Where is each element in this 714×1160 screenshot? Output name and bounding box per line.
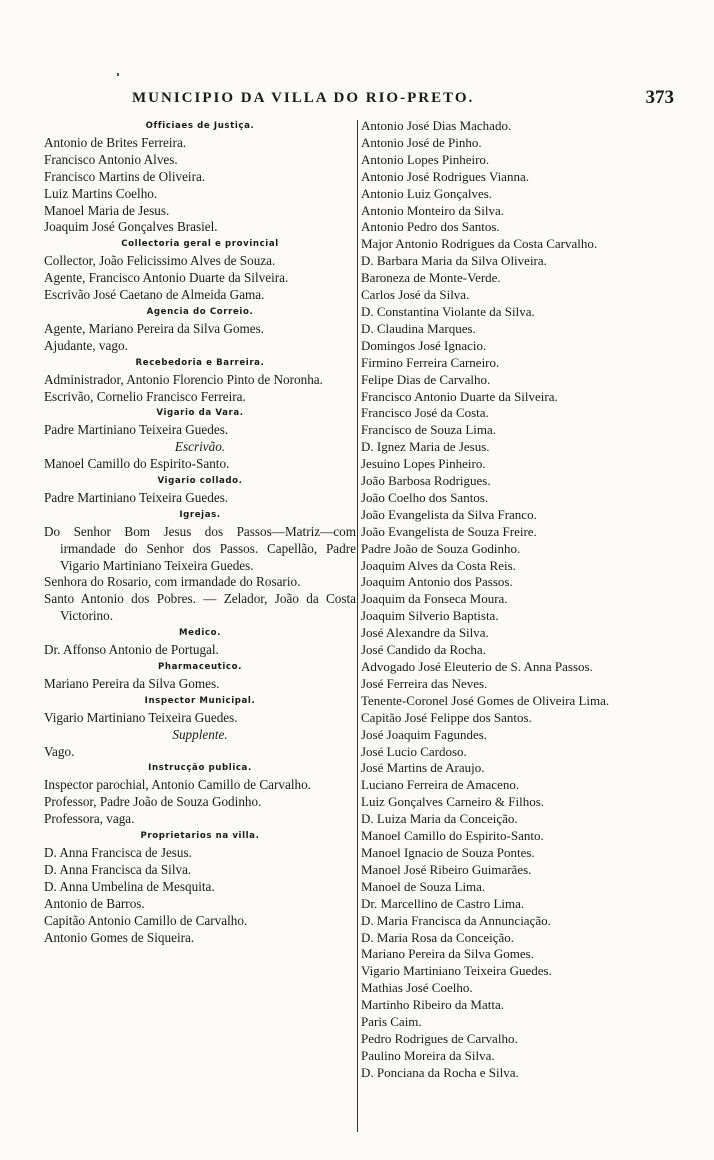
proprietor-entry: Antonio José Rodrigues Vianna. [361,168,529,184]
proprietor-entry: D. Claudina Marques. [361,320,476,336]
proprietor-entry: Joaquim Antonio dos Passos. [361,574,513,590]
print-mark [117,73,119,76]
proprietor-entry: Antonio Monteiro da Silva. [361,202,504,218]
proprietor-entry: Baroneza de Monte-Verde. [361,270,501,286]
proprietor-entry: José Martins de Araujo. [361,760,485,776]
proprietor-entry: D. Barbara Maria da Silva Oliveira. [361,253,547,269]
entry: Escrivão José Caetano de Almeida Gama. [44,287,265,303]
entry: Manoel Camillo do Espirito-Santo. [44,456,230,472]
proprietor-entry: José Candido da Rocha. [361,642,486,658]
entry: Dr. Affonso Antonio de Portugal. [44,642,219,658]
entry: Antonio de Barros. [44,895,145,911]
proprietor-entry: João Evangelista de Souza Freire. [361,523,537,539]
section-heading: Proprietarios na villa. [140,831,260,842]
entry: Joaquim José Gonçalves Brasiel. [44,219,218,235]
entry: Mariano Pereira da Silva Gomes. [44,675,220,691]
proprietor-entry: Capitão José Felippe dos Santos. [361,709,532,725]
proprietor-entry: Joaquim Alves da Costa Reis. [361,557,516,573]
entry: Francisco Martins de Oliveira. [44,168,206,184]
proprietor-entry: D. Ignez Maria de Jesus. [361,439,490,455]
proprietor-entry: Antonio José Dias Machado. [361,118,512,133]
proprietor-entry: Luciano Ferreira de Amaceno. [361,777,520,793]
proprietor-entry: Francisco de Souza Lima. [361,422,497,438]
proprietor-entry: Vigario Martiniano Teixeira Guedes. [361,963,552,979]
proprietor-entry: Antonio Lopes Pinheiro. [361,151,490,167]
entry: D. Anna Francisca da Silva. [44,861,192,877]
entry: Vago. [44,743,75,759]
proprietor-entry: Paris Caim. [361,1014,422,1030]
proprietor-entry: Firmino Ferreira Carneiro. [361,354,500,370]
entry: Padre Martiniano Teixeira Guedes. [44,422,229,438]
entry: Manoel Maria de Jesus. [44,202,170,218]
entry: Luiz Martins Coelho. [44,185,158,201]
proprietor-entry: D. Luiza Maria da Conceição. [361,811,518,827]
proprietor-entry: D. Maria Rosa da Conceição. [361,929,515,945]
proprietor-entry: Joaquim da Fonseca Moura. [361,591,508,607]
proprietor-entry: Jesuino Lopes Pinheiro. [361,456,486,472]
entry: Santo Antonio dos Pobres. — Zelador, João da Costa Victorino. [44,591,356,624]
entry: Escrivão, Cornelio Francisco Ferreira. [44,388,246,404]
entry: Padre Martiniano Teixeira Guedes. [44,489,229,505]
entry: Do Senhor Bom Jesus dos Passos—Matriz—com irmandade do Senhor dos Passos. Capellão, Padre Vigario Martiniano Teixeira Guedes. [44,523,356,573]
section-heading: Vigario collado. [157,476,243,487]
entry: Agente, Francisco Antonio Duarte da Silveira. [44,270,289,286]
entry: Antonio de Brites Ferreira. [44,134,187,150]
entry: Capitão Antonio Camillo de Carvalho. [44,912,248,928]
proprietor-entry: Joaquim Silverio Baptista. [361,608,499,624]
section-heading: Instrucção publica. [148,763,252,774]
proprietor-entry: Paulino Moreira da Silva. [361,1047,495,1063]
proprietor-entry: Padre João de Souza Godinho. [361,540,521,556]
left-column [44,118,356,946]
proprietor-entry: José Joaquim Fagundes. [361,726,488,742]
page-header [44,87,674,113]
section-heading: Recebedoria e Barreira. [135,357,265,368]
proprietor-entry: Antonio Pedro dos Santos. [361,219,500,235]
entry: Vigario Martiniano Teixeira Guedes. [44,709,238,725]
proprietor-entry: Mariano Pereira da Silva Gomes. [361,946,534,962]
proprietor-entry: Martinho Ribeiro da Matta. [361,997,504,1013]
proprietor-entry: Advogado José Eleuterio de S. Anna Passos. [361,659,593,674]
entry: Antonio Gomes de Siqueira. [44,929,195,945]
proprietor-entry: D. Constantina Violante da Silva. [361,303,535,319]
proprietor-entry: Francisco José da Costa. [361,405,489,421]
proprietor-entry: João Evangelista da Silva Franco. [361,506,537,522]
proprietor-entry: Felipe Dias de Carvalho. [361,371,491,387]
proprietor-entry: D. Ponciana da Rocha e Silva. [361,1064,519,1080]
proprietor-entry: Manoel Ignacio de Souza Pontes. [361,844,535,860]
column-divider [357,120,358,1132]
page-number: 373 [645,87,674,108]
proprietor-entry: Pedro Rodrigues de Carvalho. [361,1030,518,1046]
section-heading: Officiaes de Justiça. [145,121,255,131]
proprietor-entry: Manoel Camillo do Espirito-Santo. [361,828,544,844]
proprietor-entry: José Lucio Cardoso. [361,743,467,759]
section-heading: Pharmaceutico. [158,662,242,672]
proprietor-entry: Manoel de Souza Lima. [361,878,486,894]
entry: Collector, João Felicissimo Alves de Souza. [44,253,276,269]
page-title: MUNICIPIO DA VILLA DO RIO-PRETO. [132,90,475,106]
section-heading: Agencia do Correio. [146,306,254,317]
right-column [361,118,681,1082]
section-heading: Vigario da Vara. [156,408,244,419]
entry: Administrador, Antonio Florencio Pinto de Noronha. [44,371,323,387]
proprietor-entry: Tenente-Coronel José Gomes de Oliveira Lima. [361,692,610,708]
entry: Professora, vaga. [44,811,135,827]
entry: Inspector parochial, Antonio Camillo de Carvalho. [44,777,311,793]
proprietor-entry: Luiz Gonçalves Carneiro & Filhos. [361,794,545,810]
proprietor-entry: Domingos José Ignacio. [361,337,487,353]
section-subheading: Supplente. [172,726,228,742]
entry: Professor, Padre João de Souza Godinho. [44,794,262,810]
proprietor-entry: Mathias José Coelho. [361,980,473,996]
section-heading: Inspector Municipal. [144,695,256,706]
entry: Senhora do Rosario, com irmandade do Rosario. [44,574,301,590]
section-subheading: Escrivão. [174,439,226,455]
proprietor-entry: Antonio Luiz Gonçalves. [361,185,493,201]
entry: Agente, Mariano Pereira da Silva Gomes. [44,320,265,336]
entry: Ajudante, vago. [44,337,128,353]
proprietor-entry: Major Antonio Rodrigues da Costa Carvalho. [361,236,598,252]
section-heading: Collectoria geral e provincial [121,239,279,250]
proprietor-entry: D. Maria Francisca da Annunciação. [361,912,551,928]
proprietor-entry: João Coelho dos Santos. [361,489,489,505]
entry: D. Anna Francisca de Jesus. [44,844,192,860]
entry: D. Anna Umbelina de Mesquita. [44,878,215,894]
section-heading: Igrejas. [179,509,221,520]
entry: Francisco Antonio Alves. [44,151,178,167]
proprietor-entry: João Barbosa Rodrigues. [361,473,491,489]
proprietor-entry: Francisco Antonio Duarte da Silveira. [361,388,558,404]
proprietor-entry: José Alexandre da Silva. [361,625,489,641]
proprietor-entry: Carlos José da Silva. [361,287,470,303]
proprietor-entry: Antonio José de Pinho. [361,134,482,150]
proprietor-entry: Manoel José Ribeiro Guimarães. [361,861,532,877]
proprietor-entry: José Ferreira das Neves. [361,675,488,691]
section-heading: Medico. [179,628,221,639]
proprietor-entry: Dr. Marcellino de Castro Lima. [361,895,525,911]
